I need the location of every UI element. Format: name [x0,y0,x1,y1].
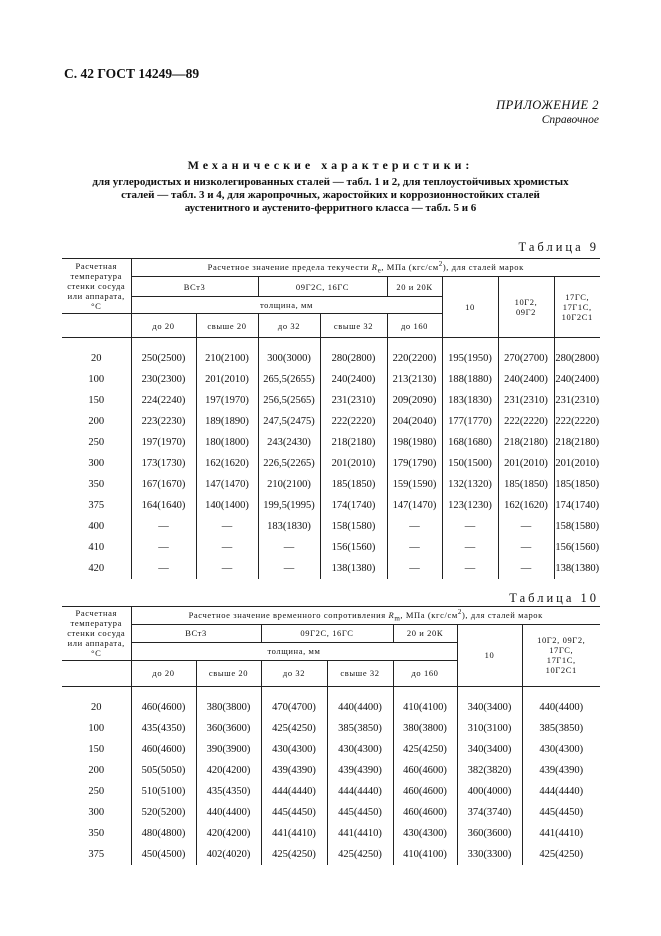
value-cell: 201(2010) [554,453,600,474]
value-cell: 460(4600) [393,781,457,802]
value-cell: 420(4200) [196,823,261,844]
value-cell: 213(2130) [387,369,442,390]
table10-subheader: до 20 [131,660,196,686]
table9-subheader: свыше 32 [320,314,387,338]
value-cell: — [498,537,554,558]
temperature-cell: 150 [88,743,105,755]
value-cell: 183(1830) [442,390,498,411]
table9-subheader: до 20 [131,314,196,338]
table10-subheader: свыше 20 [196,660,261,686]
value-cell: 177(1770) [442,411,498,432]
table-row [62,739,600,760]
table9-group-header-text: Расчетное значение предела текучести [207,262,372,273]
value-cell: 390(3900) [196,739,261,760]
value-cell: 218(2180) [320,432,387,453]
value-cell: 340(3400) [457,697,522,718]
value-cell: 425(4250) [522,844,600,865]
value-cell: — [258,558,320,579]
temperature-cell: 350 [88,479,105,490]
table-row [62,718,600,739]
value-cell: 164(1640) [131,495,196,516]
table10-caption: Таблица 10 [509,591,599,605]
value-cell: 425(4250) [261,718,327,739]
table-row [62,697,600,718]
value-cell: 400(4000) [457,781,522,802]
value-cell: — [387,537,442,558]
value-cell: 385(3850) [327,718,393,739]
value-cell: 158(1580) [320,516,387,537]
value-cell: 340(3400) [457,739,522,760]
table10-grade-10g2-line: 17Г1С, [546,655,576,666]
value-cell: 360(3600) [196,718,261,739]
value-cell: 430(4300) [261,739,327,760]
table9-row-header-line: Расчетная [75,261,117,271]
table10-row-header [62,607,131,661]
value-cell: 231(2310) [554,390,600,411]
table-row [62,348,600,369]
table9 [62,258,600,579]
value-cell: — [442,558,498,579]
value-cell: 440(4400) [196,802,261,823]
value-cell: 360(3600) [457,823,522,844]
table10-grade-10g2-line: 17ГС, [549,645,574,656]
table-row [62,802,600,823]
value-cell: 330(3300) [457,844,522,865]
table-row [62,760,600,781]
table9-grade-20: 20 и 20К [387,277,442,297]
value-cell: 441(4410) [261,823,327,844]
value-cell: 147(1470) [387,495,442,516]
value-cell: 218(2180) [554,432,600,453]
value-cell: 480(4800) [131,823,196,844]
value-cell: 243(2430) [258,432,320,453]
section-subtitle-line-2: сталей — табл. 3 и 4, для жаропрочных, жаростойких и коррозионностойких сталей [121,189,540,201]
value-cell: 147(1470) [196,474,258,495]
table10-group-header-text: Расчетное значение временного сопротивления [188,609,389,620]
temperature-cell: 300 [88,806,105,818]
value-cell: — [131,516,196,537]
section-title-block [60,158,601,215]
temperature-cell: 400 [88,521,105,532]
value-cell: 430(4300) [522,739,600,760]
section-subtitle-line-1: для углеродистых и низколегированных сталей — табл. 1 и 2, для теплоустойчивых хромистых [92,176,569,188]
table-row [62,453,600,474]
value-cell: 231(2310) [320,390,387,411]
table10-symbol: R [388,609,395,620]
value-cell: 310(3100) [457,718,522,739]
value-cell: 132(1320) [442,474,498,495]
value-cell: 189(1890) [196,411,258,432]
value-cell: 460(4600) [393,802,457,823]
value-cell: 270(2700) [498,348,554,369]
value-cell: 185(1850) [554,474,600,495]
value-cell: 280(2800) [320,348,387,369]
value-cell: 280(2800) [554,348,600,369]
temperature-cell: 200 [88,416,105,427]
table10-group-header [131,607,600,625]
value-cell: 138(1380) [554,558,600,579]
value-cell: 505(5050) [131,760,196,781]
temperature-cell: 250 [88,437,105,448]
table9-group-header-text: ), для сталей марок [442,262,524,273]
value-cell: 210(2100) [258,474,320,495]
temperature-cell: 300 [88,458,105,469]
value-cell: — [131,537,196,558]
value-cell: 231(2310) [498,390,554,411]
table-row [62,495,600,516]
value-cell: 450(4500) [131,844,196,865]
value-cell: 183(1830) [258,516,320,537]
table-row [62,558,600,579]
value-cell: 198(1980) [387,432,442,453]
value-cell: 180(1800) [196,432,258,453]
value-cell: 374(3740) [457,802,522,823]
value-cell: 201(2010) [498,453,554,474]
value-cell: 220(2200) [387,348,442,369]
table10-subheader: свыше 32 [327,660,393,686]
table9-grade-17gs [554,277,600,338]
table10-grade-10g2-line: 10Г2С1 [545,665,577,676]
value-cell: 440(4400) [327,697,393,718]
table9-grade-10g2 [498,277,554,338]
value-cell: 256,5(2565) [258,390,320,411]
value-cell: — [387,516,442,537]
value-cell: 222(2220) [320,411,387,432]
table9-group-header [131,259,600,277]
value-cell: 174(1740) [554,495,600,516]
value-cell: 410(4100) [393,844,457,865]
table10-grade-10g2 [522,624,600,686]
value-cell: 156(1560) [320,537,387,558]
table9-grade-17gs-line: 10Г2С1 [561,312,593,322]
table9-row-header-line: °C [91,301,102,311]
value-cell: 441(4410) [522,823,600,844]
value-cell: 520(5200) [131,802,196,823]
table9-grade-10g2-line: 09Г2 [515,307,537,317]
value-cell: — [196,558,258,579]
value-cell: 380(3800) [393,718,457,739]
table-row [62,369,600,390]
value-cell: 445(4450) [261,802,327,823]
table9-grade-17gs-line: 17Г1С, [562,302,592,312]
value-cell: 425(4250) [261,844,327,865]
value-cell: — [442,516,498,537]
value-cell: 173(1730) [131,453,196,474]
value-cell: — [498,558,554,579]
table9-subheader: свыше 20 [196,314,258,338]
value-cell: 185(1850) [498,474,554,495]
table10-row-header-line: или аппарата, [67,638,125,649]
table9-grade-10: 10 [442,277,498,338]
table9-symbol: R [371,262,378,273]
table9-caption: Таблица 9 [518,240,599,254]
temperature-cell: 410 [88,542,105,553]
value-cell: 209(2090) [387,390,442,411]
value-cell: 439(4390) [261,760,327,781]
value-cell: 380(3800) [196,697,261,718]
temperature-cell: 100 [88,374,105,385]
value-cell: — [196,537,258,558]
table10-grade-10: 10 [457,624,522,686]
value-cell: 440(4400) [522,697,600,718]
value-cell: 140(1400) [196,495,258,516]
table9-grade-10g2-line: 10Г2, [514,297,538,307]
table-row [62,432,600,453]
table-row [62,411,600,432]
temperature-cell: 20 [91,701,102,713]
value-cell: 197(1970) [196,390,258,411]
value-cell: 159(1590) [387,474,442,495]
temperature-cell: 250 [88,785,105,797]
table10-grade-09g2s: 09Г2С, 16ГС [261,624,393,642]
table10-grade-20: 20 и 20К [393,624,457,642]
value-cell: — [442,537,498,558]
table9-row-header-line: стенки сосуда [67,281,126,291]
table9-grade-17gs-line: 17ГС, [565,292,590,302]
value-cell: 150(1500) [442,453,498,474]
table10-symbol-sub: m [394,614,401,623]
value-cell: 199,5(1995) [258,495,320,516]
value-cell: 430(4300) [393,823,457,844]
table10 [62,606,600,865]
value-cell: 226,5(2265) [258,453,320,474]
value-cell: 265,5(2655) [258,369,320,390]
temperature-cell: 375 [88,500,105,511]
value-cell: 240(2400) [554,369,600,390]
table9-row-header-line: температура [70,271,122,281]
table10-row-header-line: температура [70,618,122,629]
table9-grade-09g2s: 09Г2С, 16ГС [258,277,387,297]
value-cell: 195(1950) [442,348,498,369]
value-cell: 179(1790) [387,453,442,474]
value-cell: 167(1670) [131,474,196,495]
table-row [62,537,600,558]
value-cell: 218(2180) [498,432,554,453]
section-subtitle-line-3: аустенитного и аустенито-ферритного класса — табл. 5 и 6 [184,202,477,214]
table10-group-header-sup: 2 [457,608,462,616]
value-cell: 439(4390) [522,760,600,781]
value-cell: 168(1680) [442,432,498,453]
value-cell: — [387,558,442,579]
table-row [62,823,600,844]
value-cell: 210(2100) [196,348,258,369]
table10-row-header-line: стенки сосуда [67,628,126,639]
value-cell: 441(4410) [327,823,393,844]
table10-row-header-line: °C [91,648,102,659]
table-row [62,390,600,411]
temperature-cell: 100 [88,722,105,734]
table9-subheader: до 32 [258,314,320,338]
value-cell: 425(4250) [393,739,457,760]
value-cell: 445(4450) [327,802,393,823]
page-header: С. 42 ГОСТ 14249—89 [64,66,200,81]
value-cell: — [258,537,320,558]
table10-group-header-text: ), для сталей марок [461,609,543,620]
value-cell: 444(4440) [261,781,327,802]
table9-row-header-line: или аппарата, [67,291,125,301]
value-cell: 222(2220) [498,411,554,432]
table9-group-header-text: , МПа (кгс/см [381,262,439,273]
value-cell: 435(4350) [131,718,196,739]
value-cell: 385(3850) [522,718,600,739]
value-cell: 158(1580) [554,516,600,537]
temperature-cell: 420 [88,563,105,574]
value-cell: 410(4100) [393,697,457,718]
value-cell: 435(4350) [196,781,261,802]
value-cell: 138(1380) [320,558,387,579]
table10-subheader: до 160 [393,660,457,686]
section-title: Механические характеристики: [187,158,474,172]
appendix-subtitle: Справочное [541,114,599,126]
value-cell: 425(4250) [327,844,393,865]
value-cell: 460(4600) [393,760,457,781]
value-cell: 201(2010) [196,369,258,390]
value-cell: — [131,558,196,579]
temperature-cell: 200 [88,764,105,776]
value-cell: 162(1620) [498,495,554,516]
value-cell: 223(2230) [131,411,196,432]
table9-row-header [62,259,131,314]
value-cell: 382(3820) [457,760,522,781]
value-cell: 460(4600) [131,697,196,718]
value-cell: 230(2300) [131,369,196,390]
value-cell: — [196,516,258,537]
value-cell: 204(2040) [387,411,442,432]
value-cell: 470(4700) [261,697,327,718]
value-cell: 250(2500) [131,348,196,369]
temperature-cell: 350 [88,827,105,839]
value-cell: 420(4200) [196,760,261,781]
value-cell: 224(2240) [131,390,196,411]
appendix-label [496,98,599,126]
table9-group-header-sup: 2 [438,260,443,269]
table-row [62,516,600,537]
table9-grade-vst3: ВСт3 [131,277,258,297]
table9-symbol-sub: e [377,266,382,275]
table10-row-header-line: Расчетная [75,608,117,619]
value-cell: 185(1850) [320,474,387,495]
temperature-cell: 20 [91,353,102,364]
value-cell: 402(4020) [196,844,261,865]
value-cell: 510(5100) [131,781,196,802]
value-cell: 201(2010) [320,453,387,474]
table10-grade-10g2-line: 10Г2, 09Г2, [537,635,586,646]
temperature-cell: 150 [88,395,105,406]
value-cell: 222(2220) [554,411,600,432]
temperature-cell: 375 [88,848,105,860]
value-cell: 174(1740) [320,495,387,516]
value-cell: 197(1970) [131,432,196,453]
table-row [62,844,600,865]
value-cell: 247,5(2475) [258,411,320,432]
value-cell: 123(1230) [442,495,498,516]
value-cell: — [498,516,554,537]
value-cell: 445(4450) [522,802,600,823]
table-row [62,781,600,802]
value-cell: 240(2400) [498,369,554,390]
value-cell: 300(3000) [258,348,320,369]
value-cell: 188(1880) [442,369,498,390]
value-cell: 460(4600) [131,739,196,760]
appendix-title: ПРИЛОЖЕНИЕ 2 [496,98,599,112]
value-cell: 240(2400) [320,369,387,390]
table10-thickness-label: толщина, мм [131,642,457,660]
value-cell: 156(1560) [554,537,600,558]
value-cell: 439(4390) [327,760,393,781]
value-cell: 430(4300) [327,739,393,760]
value-cell: 162(1620) [196,453,258,474]
table-row [62,474,600,495]
table10-group-header-text: , МПа (кгс/см [400,609,458,620]
table10-grade-vst3: ВСт3 [131,624,261,642]
table10-subheader: до 32 [261,660,327,686]
table9-subheader: до 160 [387,314,442,338]
value-cell: 444(4440) [522,781,600,802]
table9-thickness-label: толщина, мм [131,297,442,314]
value-cell: 444(4440) [327,781,393,802]
